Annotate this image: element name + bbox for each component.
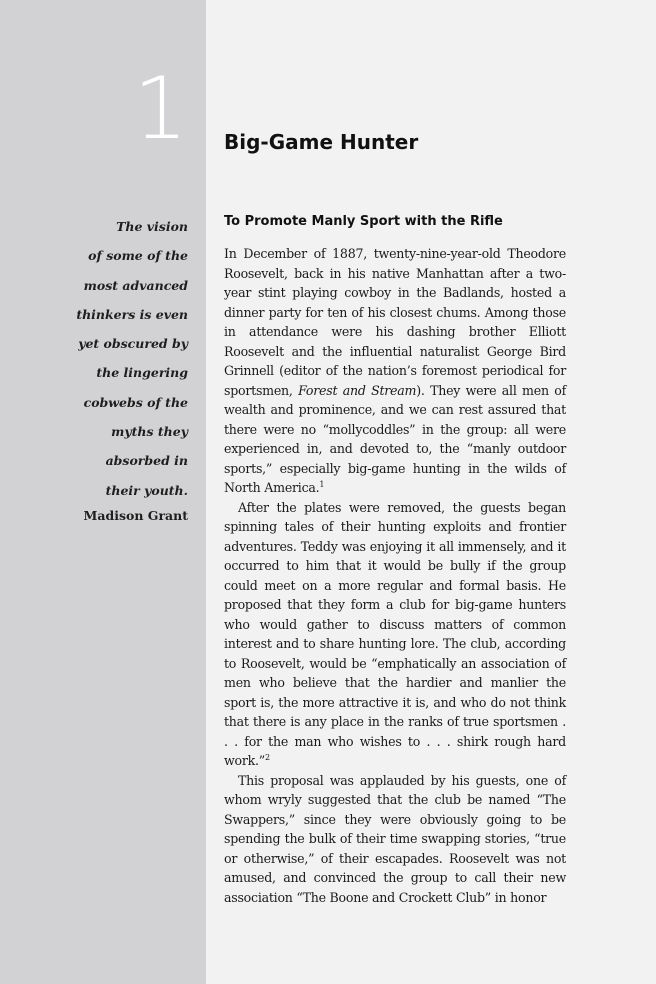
epigraph-line: The vision — [116, 219, 188, 234]
chapter-title: Big-Game Hunter — [224, 130, 419, 154]
paragraph-2-text: After the plates were removed, the guests began spinning tales of their hunting exploits and frontier adventures. Teddy was enjoying it all immensely, and it occurred to him that it would be bully if the group could meet on a more regular and formal basis. He proposed that they form a club for big-game hunters who would gather to discuss matters of common interest and to share hunting lore. The club, according to Roosevelt, would be “emphatically an association of men who believe that the hardier and manlier the sport is, the more attractive it is, and who do not think that there is any place in the ranks of true sportsmen . . . for the man who wishes to . . . shirk rough hard work.” — [224, 499, 566, 768]
paragraph-1-text-a: In December of 1887, twenty-nine-year-old Theodore Roosevelt, back in his native Manhattan after a two-year stint playing cowboy in the Badlands, hosted a dinner party for ten of his closest chums. Among those in attendance were his dashing brother Elliott Roosevelt and the influential naturalist George Bird Grinnell (editor of the nation’s foremost periodical for sportsmen, — [224, 246, 566, 398]
epigraph-line: myths they — [111, 424, 188, 440]
epigraph-line: absorbed in — [105, 453, 188, 469]
footnote-marker-1[interactable]: 1 — [319, 479, 325, 489]
periodical-title: Forest and Stream — [298, 382, 417, 398]
paragraph-3-text: This proposal was applauded by his guests, one of whom wryly suggested that the club be named “The Swappers,” since they were obviously going to be spending the bulk of their time swapping stories, “true or otherwise,” of their escapades. Roosevelt was not amused, and convinced the group to call their new association “The Boone and Crockett Club” in honor — [224, 772, 566, 905]
epigraph-line: thinkers is even — [76, 306, 188, 322]
epigraph-line: yet obscured by — [78, 336, 188, 352]
epigraph-line: cobwebs of the — [83, 394, 188, 410]
paragraph-2 — [224, 498, 566, 771]
paragraph-1 — [224, 244, 566, 498]
section-heading: To Promote Manly Sport with the Rifle — [224, 214, 503, 229]
epigraph-line: most advanced — [83, 277, 188, 293]
left-margin-band — [0, 0, 206, 984]
body-text — [224, 244, 566, 907]
footnote-marker-2[interactable]: 2 — [264, 752, 270, 762]
epigraph-line: of some of the — [88, 248, 188, 264]
paragraph-1-text-b: ). They were all men of wealth and prominence, and we can rest assured that there were no “mollycoddles” in the group: all were experienced in, and devoted to, the “manly outdoor sports,” especially big-game hunting in the wilds of North America. — [224, 382, 567, 495]
chapter-number: 1 — [133, 59, 188, 159]
epigraph-attribution: Madison Grant — [83, 507, 188, 523]
epigraph — [0, 212, 188, 525]
epigraph-line: the lingering — [96, 365, 188, 381]
epigraph-line: their youth. — [105, 482, 188, 498]
paragraph-3 — [224, 771, 566, 908]
